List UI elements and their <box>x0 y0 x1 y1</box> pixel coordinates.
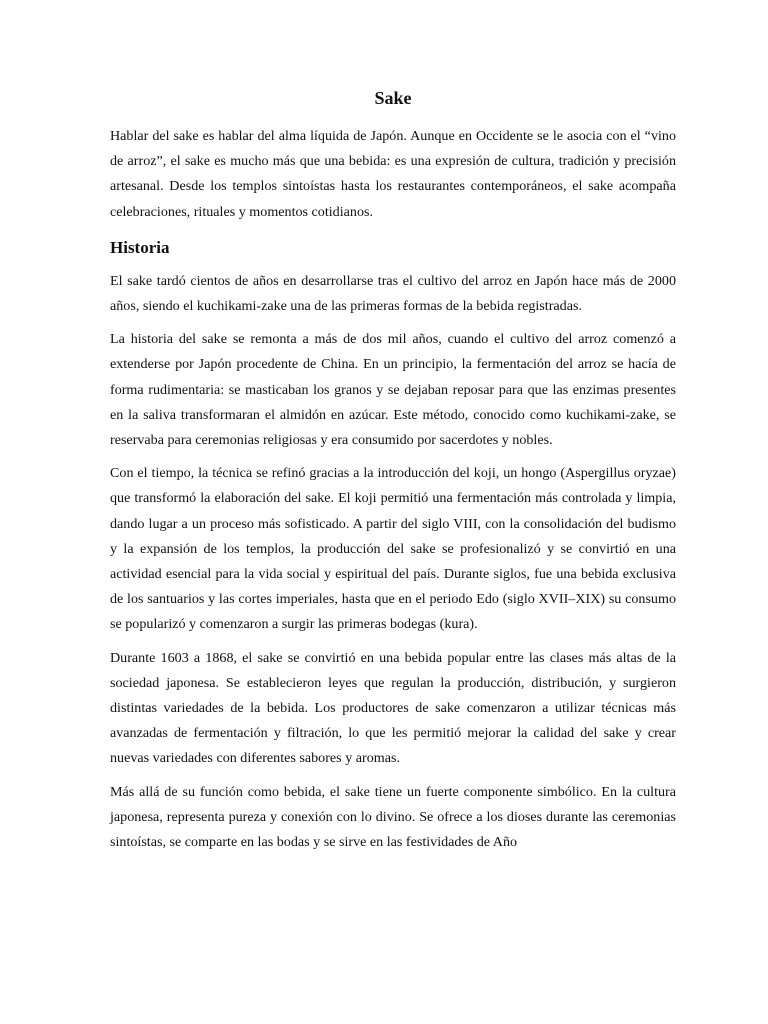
section-heading-historia: Historia <box>110 237 170 257</box>
body-paragraph-5: Más allá de su función como bebida, el sake tiene un fuerte componente simbólico. En la cultura japonesa, representa pureza y conexión con lo divino. Se ofrece a los dioses durante las ceremonias sintoístas, se comparte en las bodas y se sirve en las festividades de Año <box>110 783 676 851</box>
intro-paragraph: Hablar del sake es hablar del alma líquida de Japón. Aunque en Occidente se le asocia con el “vino de arroz”, el sake es mucho más que una bebida: es una expresión de cultura, tradición y precisión artesanal. Desde los templos sintoístas hasta los restaurantes contemporáneos, el sake acompaña celebraciones, rituales y momentos cotidianos. <box>110 128 676 220</box>
body-paragraph-3: Con el tiempo, la técnica se refinó gracias a la introducción del koji, un hongo (Aspergillus oryzae) que transformó la elaboración del sake. El koji permitió una fermentación más controlada y limpia, dando lugar a un proceso más sofisticado. A partir del siglo VIII, con la consolidación del budismo y la expansión de los templos, la producción del sake se profesionalizó y se convirtió en una actividad esencial para la vida social y espiritual del país. Durante siglos, fue una bebida exclusiva de los santuarios y las cortes imperiales, hasta que en el periodo Edo (siglo XVII–XIX) su consumo se popularizó y comenzaron a surgir las primeras bodegas (kura). <box>110 465 676 633</box>
body-paragraph-2: La historia del sake se remonta a más de dos mil años, cuando el cultivo del arroz comenzó a extenderse por Japón procedente de China. En un principio, la fermentación del arroz se hacía de forma rudimentaria: se masticaban los granos y se dejaban reposar para que las enzimas presentes en la saliva transformaran el almidón en azúcar. Este método, conocido como kuchikami-zake, se reservaba para ceremonias religiosas y era consumido por sacerdotes y nobles. <box>110 331 676 449</box>
body-paragraph-1: El sake tardó cientos de años en desarrollarse tras el cultivo del arroz en Japón hace más de 2000 años, siendo el kuchikami-zake una de las primeras formas de la bebida registradas. <box>110 272 676 315</box>
document-title: Sake <box>374 88 412 108</box>
body-paragraph-4: Durante 1603 a 1868, el sake se convirtió en una bebida popular entre las clases más altas de la sociedad japonesa. Se establecieron leyes que regulan la producción, distribución, y surgieron distintas variedades de la bebida. Los productores de sake comenzaron a utilizar técnicas más avanzadas de fermentación y filtración, lo que les permitió mejorar la calidad del sake y crear nuevas variedades con diferentes sabores y aromas. <box>110 649 676 767</box>
